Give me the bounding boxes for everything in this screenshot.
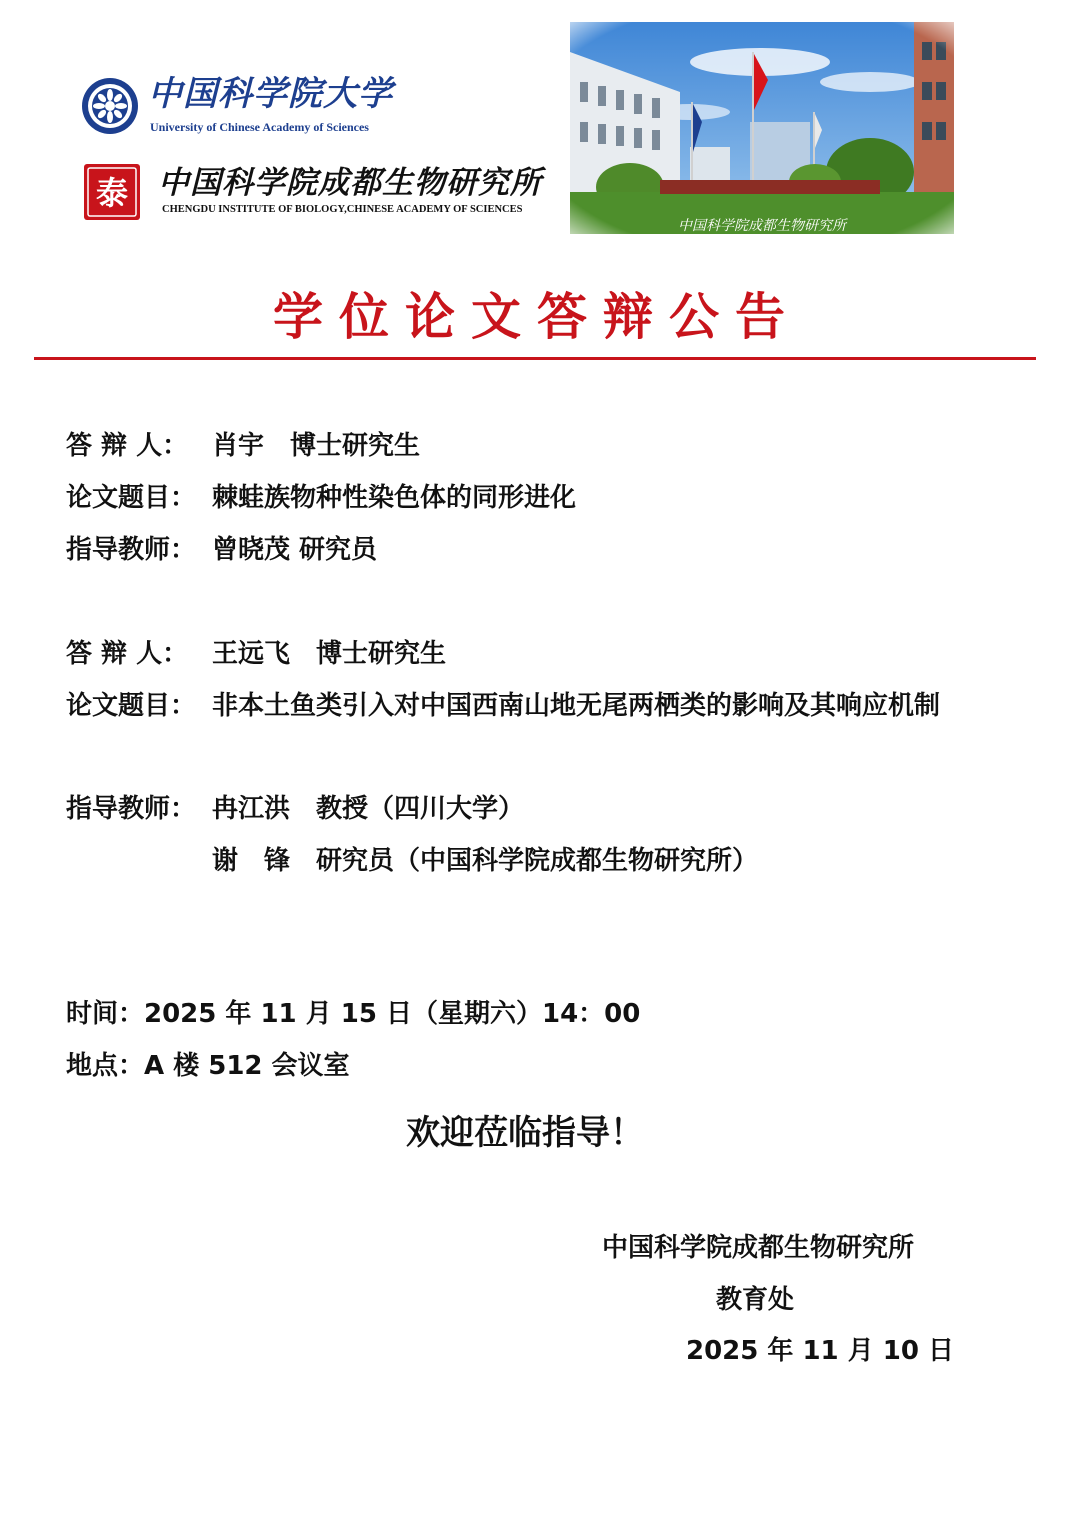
defense-time: 时间：2025 年 11 月 15 日（星期六）14：00 [66,999,641,1029]
welcome-message: 欢迎莅临指导！ [406,1113,644,1153]
advisor-name: 谢 锋 研究员（中国科学院成都生物研究所） [212,846,759,876]
candidate-name: 王远飞 博士研究生 [212,639,447,669]
title-divider [34,357,1036,360]
signature-org: 中国科学院成都生物研究所 [602,1233,915,1263]
page-title: 学位论文答辩公告 [273,287,801,346]
advisor-name: 冉江洪 教授（四川大学） [212,794,525,824]
candidate-label: 答 辩 人： [66,431,189,461]
defense-2-advisor-row [66,792,524,826]
ucas-name-cn: 中国科学院大学 [148,74,393,114]
campus-photo [570,22,954,234]
cib-seal-icon [83,163,141,221]
thesis-label: 论文题目： [66,691,197,721]
candidate-name: 肖宇 博士研究生 [212,431,421,461]
defense-2-thesis-row [66,680,1001,732]
cib-seal-char: 泰 [95,174,129,212]
cib-name-en: CHENGDU INSTITUTE OF BIOLOGY,CHINESE ACADEMY OF SCIENCES [162,204,523,215]
cib-name-cn: 中国科学院成都生物研究所 [158,165,542,201]
defense-place: 地点：A 楼 512 会议室 [66,1051,350,1081]
signature-dept: 教育处 [716,1285,795,1315]
thesis-title: 非本土鱼类引入对中国西南山地无尾两栖类的影响及其响应机制 [212,691,941,721]
defense-1-thesis-row [66,481,576,515]
candidate-label: 答 辩 人： [66,639,189,669]
advisor-name: 曾晓茂 研究员 [212,535,378,565]
thesis-title: 棘蛙族物种性染色体的同形进化 [212,483,577,513]
thesis-label: 论文题目： [66,483,197,513]
advisor-label: 指导教师： [66,794,197,824]
signature-date: 2025 年 11 月 10 日 [686,1336,954,1366]
advisor-label: 指导教师： [66,535,197,565]
defense-1-advisor-row [66,533,377,567]
ucas-emblem-icon [80,76,140,136]
defense-1-candidate-row [66,429,420,463]
defense-2-candidate-row [66,637,446,671]
ucas-name-en: University of Chinese Academy of Sciences [150,120,369,134]
